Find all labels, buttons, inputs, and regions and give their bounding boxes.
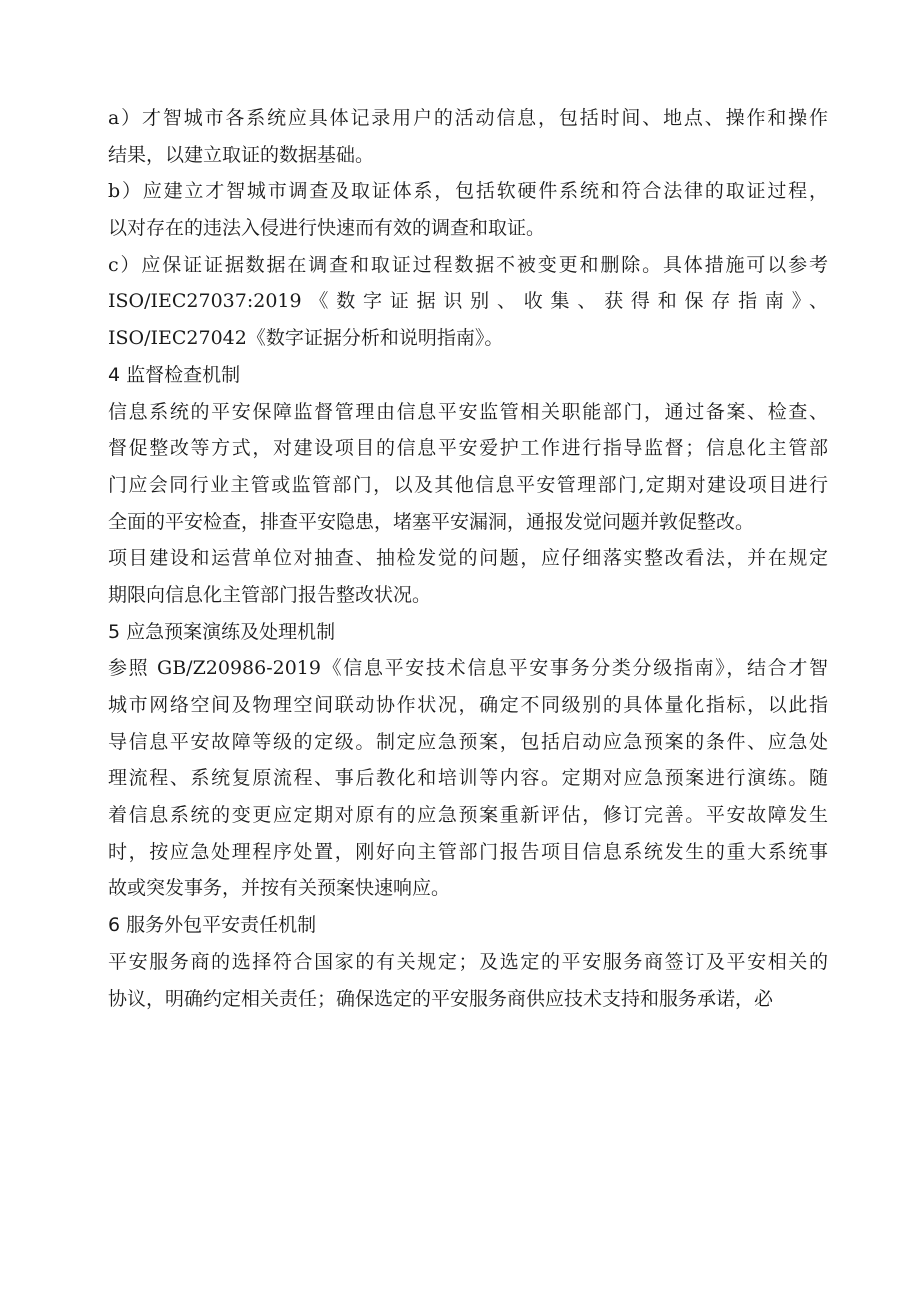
text-line: 5 应急预案演练及处理机制 (108, 620, 336, 643)
text-line: 参照 GB/Z20986-2019《信息平安技术信息平安事务分类分级指南》，结合才智 (108, 657, 828, 680)
section-heading (108, 357, 828, 394)
text-line: 期限向信息化主管部门报告整改状况。 (108, 583, 432, 606)
text-line: 督促整改等方式，对建设项目的信息平安爱护工作进行指导监督；信息化主管部 (108, 437, 828, 460)
paragraph (108, 394, 828, 541)
text-line: 城市网络空间及物理空间联动协作状况，确定不同级别的具体量化指标，以此指 (108, 694, 828, 716)
paragraph (108, 944, 828, 1017)
section-heading (108, 614, 828, 651)
text-line: 理流程、系统复原流程、事后教化和培训等内容。定期对应急预案进行演练。随 (108, 767, 828, 790)
text-line: c）应保证证据数据在调查和取证过程数据不被变更和删除。具体措施可以参考 (108, 253, 828, 276)
text-line: 全面的平安检查，排查平安隐患，堵塞平安漏洞，通报发觉问题并敦促整改。 (108, 510, 755, 533)
text-line: 项目建设和运营单位对抽查、抽检发觉的问题，应仔细落实整改看法，并在规定 (108, 547, 828, 570)
paragraph (108, 247, 828, 357)
text-line: ISO/IEC27037:2019《数字证据识别、收集、获得和保存指南》、 (108, 290, 828, 313)
text-line: 时，按应急处理程序处置，刚好向主管部门报告项目信息系统发生的重大系统事 (108, 840, 828, 863)
paragraph (108, 650, 828, 907)
text-line: 故或突发事务，并按有关预案快速响应。 (108, 877, 451, 900)
text-line: 协议，明确约定相关责任；确保选定的平安服务商供应技术支持和服务承诺，必 (108, 987, 774, 1010)
text-line: ISO/IEC27042《数字证据分析和说明指南》。 (108, 327, 504, 350)
text-line: 导信息平安故障等级的定级。制定应急预案，包括启动应急预案的条件、应急处 (108, 730, 828, 753)
text-line: a）才智城市各系统应具体记录用户的活动信息，包括时间、地点、操作和操作 (108, 107, 828, 129)
text-line: 着信息系统的变更应定期对原有的应急预案重新评估，修订完善。平安故障发生 (108, 804, 828, 827)
paragraph (108, 100, 828, 173)
paragraph (108, 173, 828, 246)
paragraph (108, 540, 828, 613)
text-line: 4 监督检查机制 (108, 363, 241, 386)
text-line: 结果，以建立取证的数据基础。 (108, 143, 375, 166)
text-line: 门应会同行业主管或监管部门，以及其他信息平安管理部门,定期对建设项目进行 (108, 473, 828, 496)
text-line: 信息系统的平安保障监督管理由信息平安监管相关职能部门，通过备案、检查、 (108, 400, 828, 423)
text-line: b）应建立才智城市调查及取证体系，包括软硬件系统和符合法律的取证过程， (108, 180, 828, 203)
document-body (108, 100, 828, 1017)
section-heading (108, 907, 828, 944)
text-line: 以对存在的违法入侵进行快速而有效的调查和取证。 (108, 217, 546, 240)
text-line: 6 服务外包平安责任机制 (108, 914, 317, 937)
text-line: 平安服务商的选择符合国家的有关规定；及选定的平安服务商签订及平安相关的 (108, 950, 828, 973)
